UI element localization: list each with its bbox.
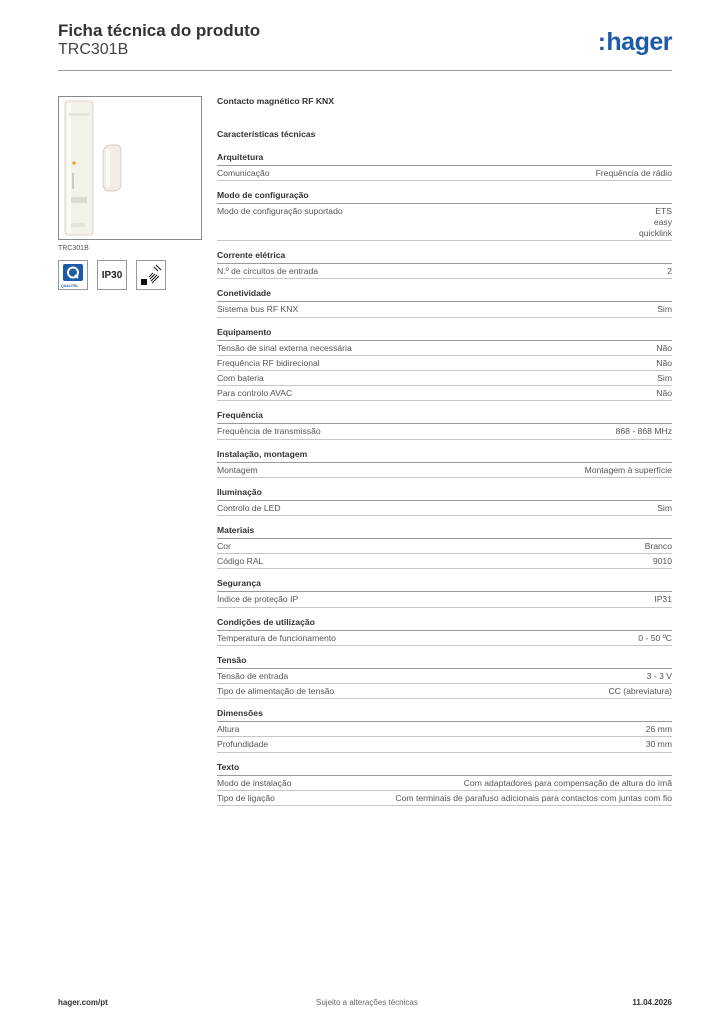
hager-logo — [598, 29, 672, 56]
spec-section — [217, 287, 672, 317]
spec-row — [217, 539, 672, 554]
spec-value — [608, 686, 672, 697]
spec-sections — [217, 151, 672, 806]
spec-value-line: easy — [653, 217, 672, 228]
qualitel-label: QUALITEL — [61, 284, 79, 288]
image-caption: TRC301B — [58, 245, 89, 252]
spec-row — [217, 264, 672, 279]
certification-badges — [58, 260, 202, 290]
document-title: Ficha técnica do produto — [58, 21, 261, 40]
spec-label: Com bateria — [217, 373, 264, 384]
spec-label: Tipo de alimentação de tensão — [217, 686, 335, 697]
spec-value — [464, 778, 672, 789]
spec-value — [638, 633, 672, 644]
spec-value-line: quicklink — [639, 228, 672, 239]
spec-section — [217, 616, 672, 646]
spec-row — [217, 204, 672, 241]
spec-value — [656, 358, 672, 369]
spec-value-line: Sim — [657, 502, 672, 513]
product-name: Contacto magnético RF KNX — [217, 96, 334, 106]
product-image — [58, 96, 202, 240]
spec-row — [217, 592, 672, 607]
section-heading: Instalação, montagem — [217, 448, 672, 463]
section-heading: Equipamento — [217, 326, 672, 341]
section-heading: Frequência — [217, 409, 672, 424]
logo-text: hager — [606, 28, 672, 56]
spec-label: Frequência RF bidirecional — [217, 357, 320, 368]
spec-label: Cor — [217, 541, 231, 552]
spec-row — [217, 386, 672, 401]
radio-frequency-badge — [136, 260, 166, 290]
spec-value-line: Com terminais de parafuso adicionais para contactos com juntas com fio — [395, 792, 672, 803]
radio-frequency-icon — [138, 262, 164, 288]
spec-value — [667, 266, 672, 277]
spec-row — [217, 791, 672, 806]
spec-label: Código RAL — [217, 556, 264, 567]
spec-value — [646, 739, 672, 750]
spec-row — [217, 631, 672, 646]
spec-value — [657, 304, 672, 315]
spec-value-line: Sim — [657, 304, 672, 315]
spec-value — [657, 503, 672, 514]
spec-value — [657, 373, 672, 384]
spec-label: Altura — [217, 724, 240, 735]
spec-row — [217, 722, 672, 737]
technical-specifications — [217, 92, 672, 806]
spec-section — [217, 151, 672, 181]
spec-section — [217, 654, 672, 699]
spec-row — [217, 554, 672, 569]
spec-value — [639, 206, 672, 239]
spec-label: Comunicação — [217, 168, 270, 178]
spec-section — [217, 707, 672, 752]
spec-label: Temperatura de funcionamento — [217, 632, 336, 643]
spec-label: Modo de configuração suportado — [217, 206, 343, 217]
section-heading: Modo de configuração — [217, 189, 672, 204]
spec-value-line: 30 mm — [645, 739, 672, 750]
spec-row — [217, 501, 672, 516]
ip-rating-badge — [97, 260, 127, 290]
spec-section — [217, 577, 672, 607]
spec-value-line: Montagem à superfície — [584, 464, 672, 475]
spec-row — [217, 737, 672, 752]
product-image-panel — [58, 96, 202, 290]
spec-section — [217, 524, 672, 569]
spec-value-line: 26 mm — [645, 724, 672, 735]
spec-value-line: Frequência de rádio — [595, 168, 672, 178]
footer-website: hager.com/pt — [58, 998, 108, 1007]
spec-row — [217, 424, 672, 439]
spec-label: Tensão de entrada — [217, 670, 289, 681]
spec-value-line: Com adaptadores para compensação de altura do ímã — [463, 777, 672, 788]
footer-date: 11.04.2026 — [632, 998, 672, 1007]
spec-row — [217, 341, 672, 356]
spec-value — [654, 594, 672, 605]
spec-label: Profundidade — [217, 739, 269, 750]
spec-value — [656, 388, 672, 399]
spec-section — [217, 326, 672, 402]
section-heading: Conetividade — [217, 287, 672, 302]
ip-rating-label: IP30 — [101, 269, 123, 281]
spec-section — [217, 249, 672, 279]
spec-row — [217, 463, 672, 478]
section-heading: Texto — [217, 761, 672, 776]
spec-section — [217, 761, 672, 806]
spec-value — [653, 556, 672, 567]
page-header — [58, 22, 672, 71]
product-code: TRC301B — [58, 41, 129, 58]
spec-label: Índice de proteção IP — [217, 594, 299, 605]
spec-value-line: Não — [656, 357, 672, 368]
spec-value-line: Sim — [657, 373, 672, 384]
spec-section — [217, 409, 672, 439]
spec-value — [645, 541, 672, 552]
section-heading: Corrente elétrica — [217, 249, 672, 264]
spec-row — [217, 669, 672, 684]
spec-row — [217, 166, 672, 181]
spec-label: Montagem — [217, 464, 258, 475]
magnetic-contact-icon — [59, 97, 201, 239]
section-heading: Condições de utilização — [217, 616, 672, 631]
spec-value — [647, 671, 672, 682]
spec-value-line: 9010 — [652, 556, 672, 567]
spec-value — [596, 168, 672, 179]
spec-value-line: 868 - 868 MHz — [615, 426, 672, 437]
spec-label: Controlo de LED — [217, 502, 281, 513]
spec-value — [395, 793, 672, 804]
spec-subtitle: Características técnicas — [217, 129, 316, 139]
section-heading: Segurança — [217, 577, 672, 592]
spec-label: Sistema bus RF KNX — [217, 304, 299, 315]
spec-row — [217, 776, 672, 791]
spec-value — [616, 426, 672, 437]
spec-value-line: Não — [656, 388, 672, 399]
spec-section — [217, 448, 672, 478]
spec-value — [646, 724, 672, 735]
section-heading: Iluminação — [217, 486, 672, 501]
footer-disclaimer: Sujeito a alterações técnicas — [316, 998, 418, 1007]
spec-label: Tensão de sinal externa necessária — [217, 342, 352, 353]
spec-label: Frequência de transmissão — [217, 426, 321, 437]
spec-value — [656, 343, 672, 354]
section-heading: Tensão — [217, 654, 672, 669]
spec-section — [217, 189, 672, 241]
spec-label: Para controlo AVAC — [217, 388, 293, 399]
spec-value-line: 0 - 50 ºC — [638, 632, 672, 643]
spec-value-line: 2 — [667, 266, 672, 277]
spec-value-line: CC (abreviatura) — [608, 686, 672, 697]
spec-section — [217, 486, 672, 516]
section-heading: Dimensões — [217, 707, 672, 722]
spec-value-line: ETS — [655, 206, 672, 217]
spec-value-line: Não — [656, 342, 672, 353]
spec-row — [217, 371, 672, 386]
quality-certification-badge — [58, 260, 88, 290]
section-heading: Materiais — [217, 524, 672, 539]
section-heading: Arquitetura — [217, 151, 672, 166]
spec-label: Tipo de ligação — [217, 792, 275, 803]
spec-row — [217, 302, 672, 317]
spec-value-line: Branco — [644, 541, 672, 552]
spec-value-line: 3 - 3 V — [646, 670, 672, 681]
spec-label: N.º de circuitos de entrada — [217, 266, 319, 277]
logo-mark-icon: : — [597, 29, 606, 56]
spec-value — [585, 465, 672, 476]
spec-row — [217, 684, 672, 699]
spec-row — [217, 356, 672, 371]
spec-label: Modo de instalação — [217, 777, 292, 788]
spec-value-line: IP31 — [654, 594, 672, 605]
